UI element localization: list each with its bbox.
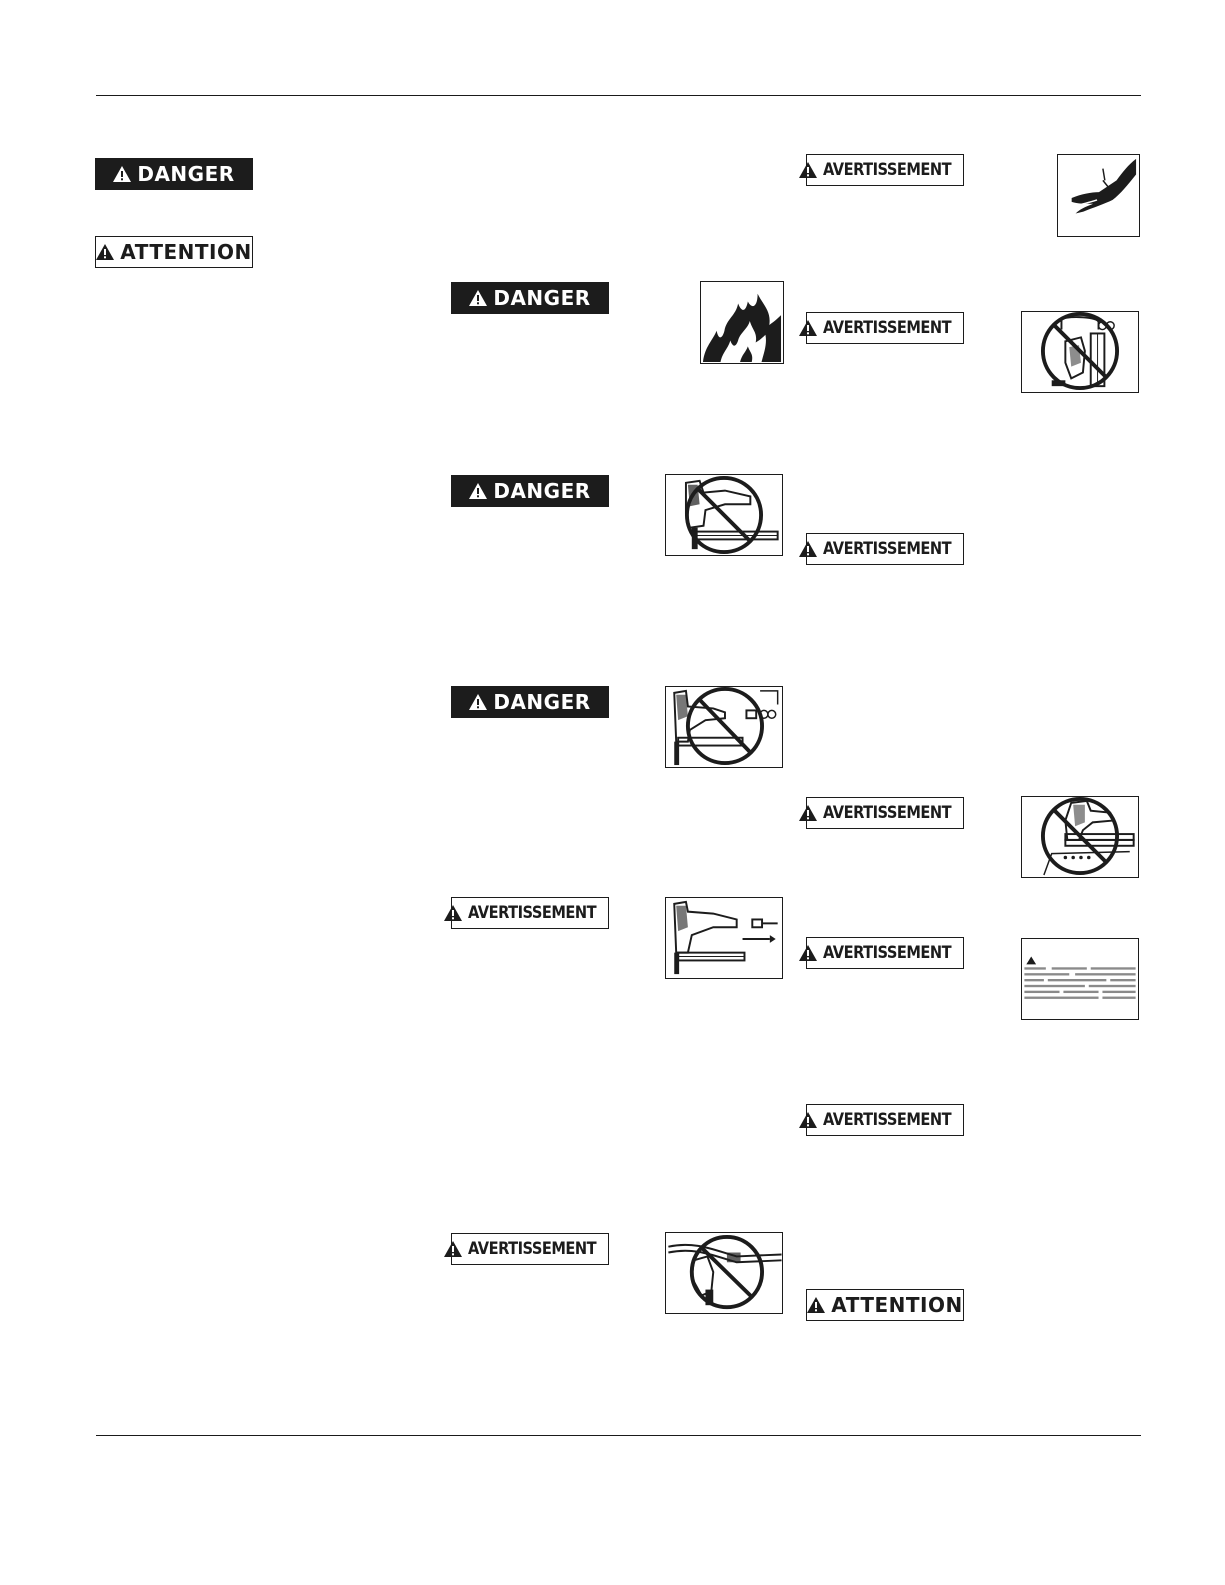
warning-triangle-icon [807, 1297, 825, 1313]
attention-label [806, 1289, 964, 1321]
warning-triangle-icon [469, 290, 487, 306]
warning-label-icon [1021, 938, 1139, 1020]
warning-triangle-icon [444, 905, 462, 921]
attention-label-text: ATTENTION [120, 240, 252, 264]
danger-label-text: DANGER [493, 479, 591, 503]
disconnect-air-icon [665, 897, 783, 979]
avertissement-label-text: AVERTISSEMENT [467, 1238, 596, 1259]
header-rule [96, 95, 1141, 96]
warning-triangle-icon [469, 483, 487, 499]
avertissement-label-text: AVERTISSEMENT [822, 538, 951, 559]
avertissement-label [806, 533, 964, 565]
danger-label [451, 475, 609, 507]
avertissement-label [806, 312, 964, 344]
avertissement-label-text: AVERTISSEMENT [822, 317, 951, 338]
no-tool-modify-icon [1021, 311, 1139, 393]
avertissement-label [806, 937, 964, 969]
danger-label-text: DANGER [493, 286, 591, 310]
warning-triangle-icon [799, 320, 817, 336]
hand-wound-icon [1057, 154, 1140, 237]
no-hose-connected-icon [665, 686, 783, 768]
attention-label-text: ATTENTION [831, 1293, 963, 1317]
warning-triangle-icon [96, 244, 114, 260]
danger-label-text: DANGER [493, 690, 591, 714]
avertissement-label [451, 1233, 609, 1265]
avertissement-label [451, 897, 609, 929]
warning-triangle-icon [799, 1112, 817, 1128]
attention-label [95, 236, 253, 268]
warning-triangle-icon [799, 541, 817, 557]
avertissement-label-text: AVERTISSEMENT [822, 802, 951, 823]
danger-label [95, 158, 253, 190]
danger-label [451, 686, 609, 718]
warning-triangle-icon [799, 945, 817, 961]
avertissement-label-text: AVERTISSEMENT [822, 1109, 951, 1130]
warning-triangle-icon [799, 162, 817, 178]
warning-triangle-icon [444, 1241, 462, 1257]
avertissement-label [806, 154, 964, 186]
warning-triangle-icon [799, 805, 817, 821]
no-hose-pull-icon [665, 1232, 783, 1314]
danger-label [451, 282, 609, 314]
avertissement-label-text: AVERTISSEMENT [822, 159, 951, 180]
warning-triangle-icon [469, 694, 487, 710]
no-tool-pointed-icon [665, 474, 783, 556]
footer-rule [96, 1435, 1141, 1436]
fire-icon [700, 281, 784, 364]
avertissement-label-text: AVERTISSEMENT [822, 942, 951, 963]
warning-triangle-icon [113, 166, 131, 182]
no-fasteners-icon [1021, 796, 1139, 878]
danger-label-text: DANGER [137, 162, 235, 186]
avertissement-label [806, 1104, 964, 1136]
avertissement-label [806, 797, 964, 829]
avertissement-label-text: AVERTISSEMENT [467, 902, 596, 923]
